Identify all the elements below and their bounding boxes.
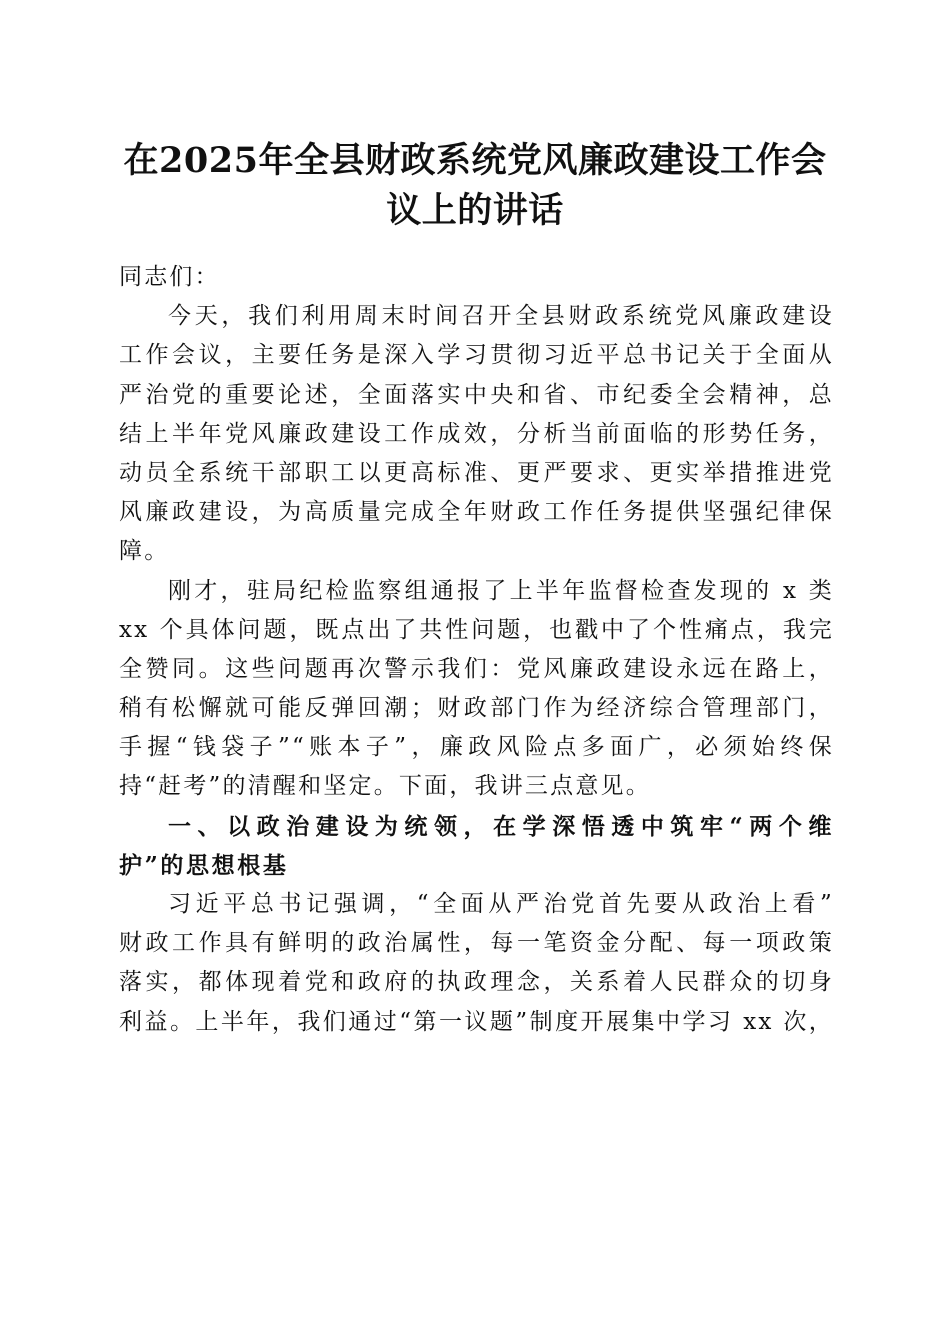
title-line: 议上的讲话 (386, 190, 564, 231)
text-line: xx 个具体问题，既点出了共性问题，也戳中了个性痛点，我完 (119, 616, 834, 643)
text-line: 习近平总书记强调，“全面从严治党首先要从政治上看” (168, 891, 834, 917)
text-line: 稍有松懈就可能反弹回潮；财政部门作为经济综合管理部门， (119, 695, 834, 722)
document-title (100, 136, 850, 236)
text-line: 落实，都体现着党和政府的执政理念，关系着人民群众的切身 (119, 969, 834, 996)
salutation: 同志们： (119, 264, 220, 290)
text-line: 利益。上半年，我们通过“第一议题”制度开展集中学习 xx 次， (119, 1008, 834, 1035)
text-line: 障。 (119, 538, 170, 565)
text-line: 工作会议，主要任务是深入学习贯彻习近平总书记关于全面从 (119, 342, 834, 369)
text-line: 动员全系统干部职工以更高标准、更严要求、更实举措推进党 (119, 459, 834, 486)
text-line: 结上半年党风廉政建设工作成效，分析当前面临的形势任务， (119, 420, 834, 447)
text-line: 全赞同。这些问题再次警示我们：党风廉政建设永远在路上， (119, 655, 834, 682)
text-line: 今天，我们利用周末时间召开全县财政系统党风廉政建设 (168, 303, 834, 330)
paragraph-political-building (119, 885, 834, 1042)
text-line: 刚才，驻局纪检监察组通报了上半年监督检查发现的 x 类 (168, 577, 834, 604)
text-line: 严治党的重要论述，全面落实中央和省、市纪委全会精神，总 (119, 381, 834, 408)
section-heading-1 (119, 807, 834, 885)
paragraph-inspection-report (119, 572, 834, 807)
heading-line: 护”的思想根基 (119, 851, 289, 879)
text-line: 手握“钱袋子”“账本子”，廉政风险点多面广，必须始终保 (119, 734, 834, 761)
text-line: 风廉政建设，为高质量完成全年财政工作任务提供坚强纪律保 (119, 499, 834, 526)
title-line: 在2025年全县财政系统党风廉政建设工作会 (123, 140, 827, 181)
heading-line: 一、以政治建设为统领，在学深悟透中筑牢“两个维 (168, 812, 834, 840)
text-line: 持“赶考”的清醒和坚定。下面，我讲三点意见。 (119, 773, 651, 800)
document-body (119, 258, 834, 1042)
paragraph-opening (119, 297, 834, 571)
text-line: 财政工作具有鲜明的政治属性，每一笔资金分配、每一项政策 (119, 930, 834, 957)
